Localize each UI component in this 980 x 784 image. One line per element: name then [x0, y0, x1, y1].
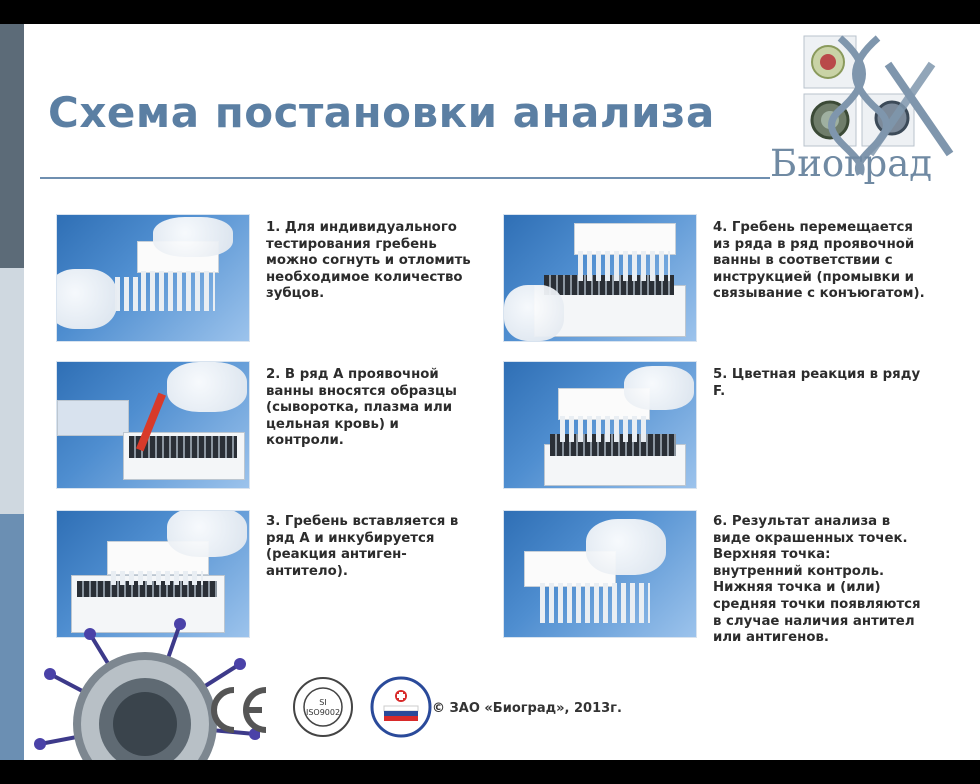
left-stripe-bottom — [0, 514, 24, 760]
iso-si-label: SI — [319, 698, 327, 707]
copyright-footer: © ЗАО «Биоград», 2013г. — [432, 701, 622, 716]
step-2-text: 2. В ряд А проявочной ванны вносятся образцы (сыворотка, плазма или цельная кровь) и контроли. — [266, 367, 457, 449]
left-stripe-top — [0, 24, 24, 268]
step-4-photo — [503, 214, 697, 342]
logo-wordmark: Биоград — [770, 142, 933, 185]
step-2-photo — [56, 361, 250, 489]
step-6-photo — [503, 510, 697, 638]
iso-standard-label: ISO9002 — [305, 708, 341, 717]
step-5-text: 5. Цветная реакция в ряду F. — [713, 367, 921, 399]
left-stripe-middle — [0, 268, 24, 514]
ce-mark-icon — [206, 684, 270, 736]
step-1-text: 1. Для индивидуального тестирования гребень можно согнуть и отломить необходимое количество зубцов. — [266, 220, 471, 302]
national-project-logo-icon — [370, 676, 432, 738]
step-1-photo — [56, 214, 250, 342]
iso-9002-seal-icon — [292, 676, 354, 738]
step-6-text: 6. Результат анализа в виде окрашенных точек. Верхняя точка: внутренний контроль. Нижняя точка и (или) средняя точки появляются в случае наличия антител или антигенов. — [713, 514, 921, 646]
step-5-photo — [503, 361, 697, 489]
step-3-text: 3. Гребень вставляется в ряд А и инкубируется (реакция антиген- антитело). — [266, 514, 459, 579]
slide — [0, 24, 980, 760]
title-divider — [40, 177, 770, 179]
page-title: Схема постановки анализа — [48, 88, 715, 137]
step-4-text: 4. Гребень перемещается из ряда в ряд проявочной ванны в соответствии с инструкцией (промывки и связывание с конъюгатом). — [713, 220, 925, 302]
